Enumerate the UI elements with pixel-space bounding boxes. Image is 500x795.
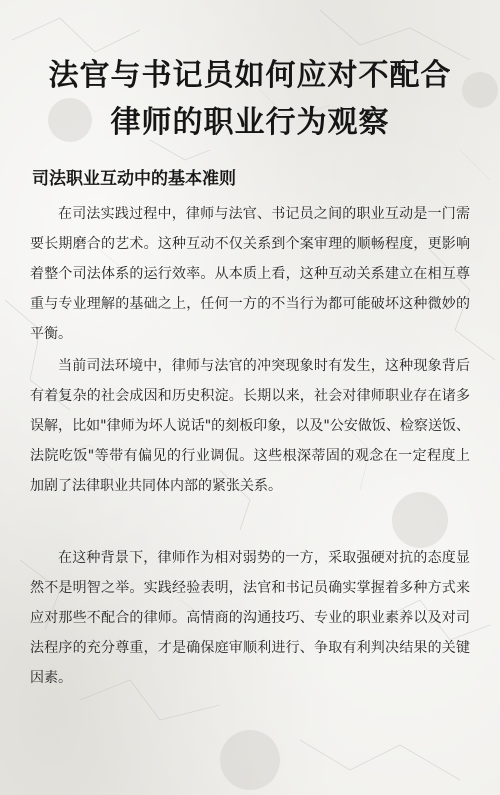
body-paragraph-1: 在司法实践过程中，律师与法官、书记员之间的职业互动是一门需要长期磨合的艺术。这种互动不仅关系到个案审理的顺畅程度，更影响着整个司法体系的运行效率。从本质上看，这种互动关系建立在相互尊重与专业理解的基础之上，任何一方的不当行为都可能破坏这种微妙的平衡。 (30, 206, 470, 342)
section-heading: 司法职业互动中的基本准则 (32, 169, 236, 189)
body-paragraph-2: 当前司法环境中，律师与法官的冲突现象时有发生，这种现象背后有着复杂的社会成因和历史积淀。长期以来，社会对律师职业存在诸多误解，比如"律师为坏人说话"的刻板印象，以及"公安做饭、检察送饭、法院吃饭"等带有偏见的行业调侃。这些根深蒂固的观念在一定程度上加剧了法律职业共同体内部的紧张关系。 (30, 358, 470, 494)
document-title-line-1: 法官与书记员如何应对不配合 (48, 58, 452, 93)
body-paragraph-3: 在这种背景下，律师作为相对弱势的一方，采取强硬对抗的态度显然不是明智之举。实践经验表明，法官和书记员确实掌握着多种方式来应对那些不配合的律师。高情商的沟通技巧、专业的职业素养以及对司法程序的充分尊重，才是确保庭审顺利进行、争取有利判决结果的关键因素。 (30, 550, 470, 686)
document-title-line-2: 律师的职业行为观察 (110, 105, 390, 140)
